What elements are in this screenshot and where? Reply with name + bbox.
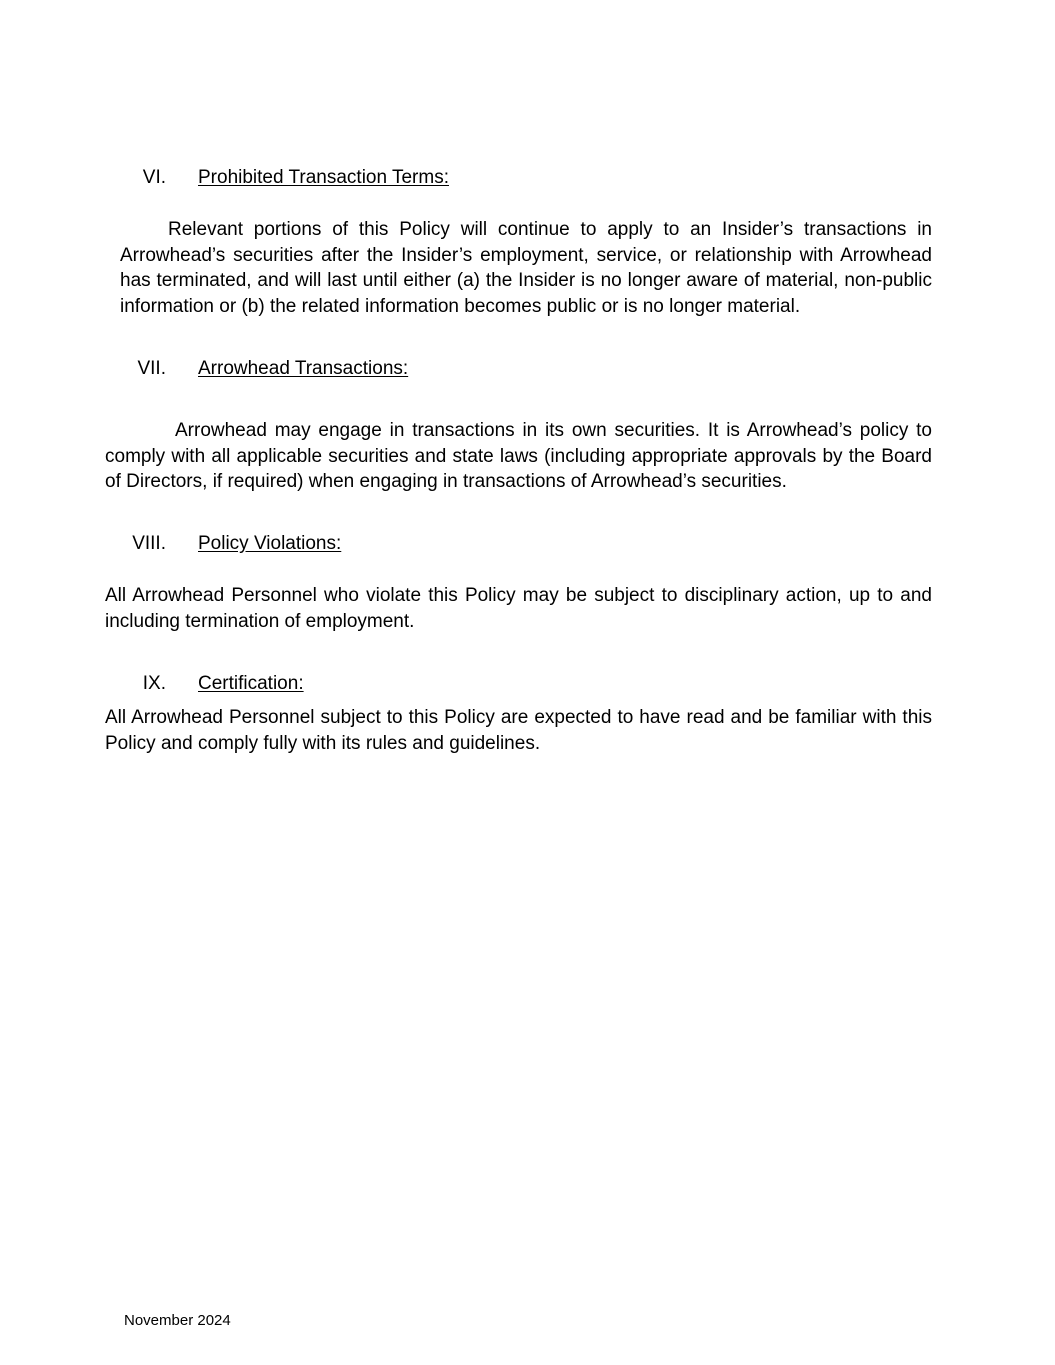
section-number: VII. — [137, 358, 166, 379]
section-body-vii: Arrowhead may engage in transactions in its own securities. It is Arrowhead’s policy to comply with all applicable securities and state laws (including appropriate approvals by the Board of Directors, if required) when engaging in transactions of Arrowhead’s securities. — [105, 420, 932, 492]
section-title: Policy Violations: — [198, 533, 342, 554]
section-title: Certification: — [198, 673, 304, 694]
section-body-vi: Relevant portions of this Policy will continue to apply to an Insider’s transactions in Arrowhead’s securities after the Insider’s employment, service, or relationship with Arrowhead has terminated, and will last until either (a) the Insider is no longer aware of material, non-public information or (b) the related information becomes public or is no longer material. — [120, 219, 932, 317]
footer-date: November 2024 — [124, 1312, 231, 1329]
section-number: IX. — [142, 673, 166, 694]
section-title: Arrowhead Transactions: — [198, 358, 409, 379]
section-body-viii: All Arrowhead Personnel who violate this Policy may be subject to disciplinary action, up to and including termination of employment. — [105, 585, 932, 632]
section-body-ix: All Arrowhead Personnel subject to this Policy are expected to have read and be familiar with this Policy and comply fully with its rules and guidelines. — [105, 707, 932, 754]
section-number: VI. — [142, 167, 166, 188]
section-title: Prohibited Transaction Terms: — [198, 167, 449, 188]
section-number: VIII. — [132, 533, 166, 554]
